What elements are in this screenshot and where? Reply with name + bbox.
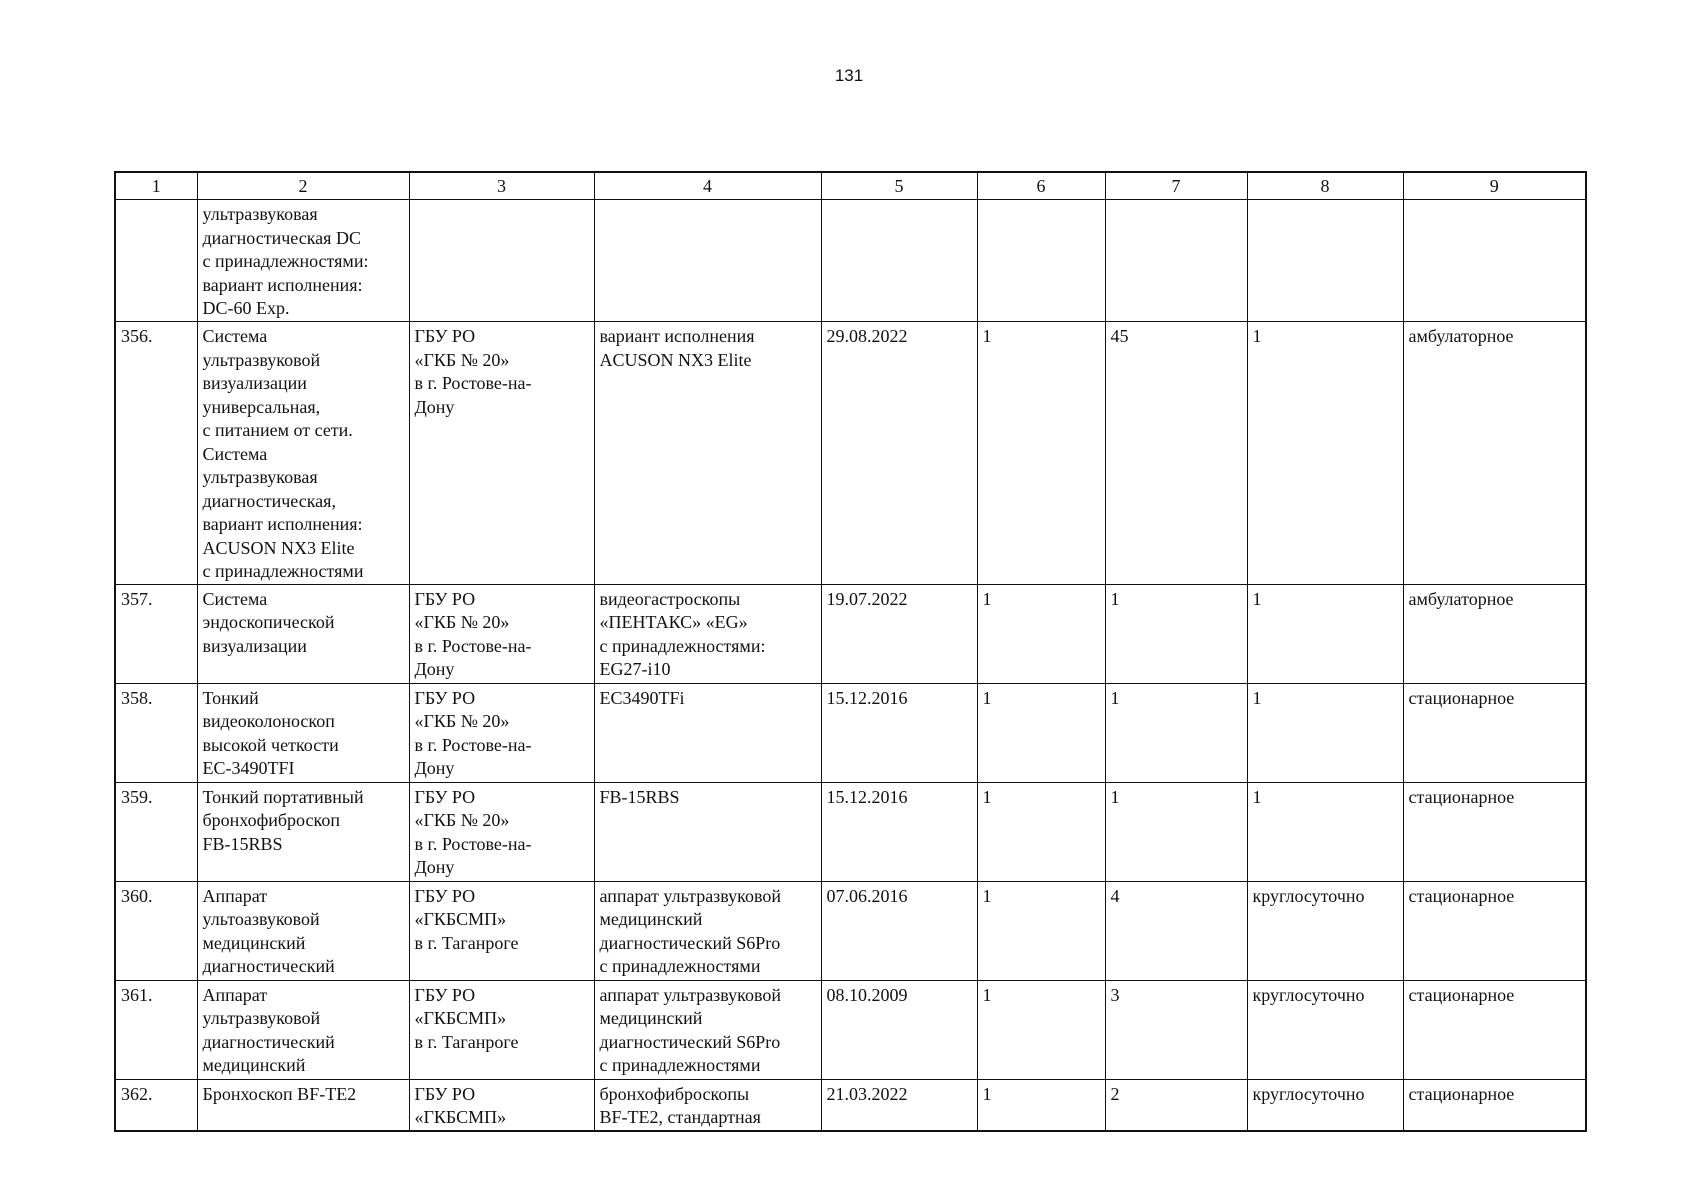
equipment-name: Аппарат ультразвуковой диагностический медицинский xyxy=(197,980,409,1079)
column-header-1: 1 xyxy=(115,172,197,200)
model-variant xyxy=(594,200,821,322)
care-type-cell: стационарное xyxy=(1403,782,1586,881)
equipment-table xyxy=(114,171,1587,1132)
column-6-cell: 1 xyxy=(977,1079,1105,1131)
column-header-8: 8 xyxy=(1247,172,1403,200)
row-number: 359. xyxy=(115,782,197,881)
date-cell xyxy=(821,200,977,322)
column-7-cell: 1 xyxy=(1105,584,1247,683)
care-type-cell: амбулаторное xyxy=(1403,584,1586,683)
equipment-name: Система эндоскопической визуализации xyxy=(197,584,409,683)
column-6-cell: 1 xyxy=(977,980,1105,1079)
column-6-cell: 1 xyxy=(977,322,1105,585)
equipment-name: Тонкий портативный бронхофиброскоп FB-15RBS xyxy=(197,782,409,881)
organization: ГБУ РО «ГКБ № 20» в г. Ростове-на- Дону xyxy=(409,782,594,881)
equipment-name: Система ультразвуковой визуализации универсальная, с питанием от сети. Система ультразвуковая диагностическая, вариант исполнения: ACUSON NX3 Elite с принадлежностями xyxy=(197,322,409,585)
row-number xyxy=(115,200,197,322)
column-header-4: 4 xyxy=(594,172,821,200)
equipment-name: Аппарат ультоазвуковой медицинский диагностический xyxy=(197,881,409,980)
column-7-cell: 2 xyxy=(1105,1079,1247,1131)
column-7-cell: 45 xyxy=(1105,322,1247,585)
row-number: 358. xyxy=(115,683,197,782)
column-6-cell: 1 xyxy=(977,782,1105,881)
column-header-3: 3 xyxy=(409,172,594,200)
table-row xyxy=(115,584,1586,683)
care-type-cell xyxy=(1403,200,1586,322)
page-number: 131 xyxy=(834,66,864,85)
model-variant: EC3490TFi xyxy=(594,683,821,782)
header-row xyxy=(115,172,1586,200)
care-type-cell: стационарное xyxy=(1403,1079,1586,1131)
model-variant: аппарат ультразвуковой медицинский диагностический S6Pro с принадлежностями xyxy=(594,881,821,980)
organization: ГБУ РО «ГКБСМП» в г. Таганроге xyxy=(409,980,594,1079)
table-row xyxy=(115,322,1586,585)
row-number: 362. xyxy=(115,1079,197,1131)
model-variant: вариант исполнения ACUSON NX3 Elite xyxy=(594,322,821,585)
organization: ГБУ РО «ГКБ № 20» в г. Ростове-на- Дону xyxy=(409,584,594,683)
schedule-cell: 1 xyxy=(1247,782,1403,881)
date-cell: 07.06.2016 xyxy=(821,881,977,980)
date-cell: 21.03.2022 xyxy=(821,1079,977,1131)
care-type-cell: стационарное xyxy=(1403,683,1586,782)
row-number: 357. xyxy=(115,584,197,683)
table-row xyxy=(115,200,1586,322)
organization: ГБУ РО «ГКБСМП» в г. Таганроге xyxy=(409,881,594,980)
date-cell: 29.08.2022 xyxy=(821,322,977,585)
column-6-cell xyxy=(977,200,1105,322)
column-header-2: 2 xyxy=(197,172,409,200)
date-cell: 08.10.2009 xyxy=(821,980,977,1079)
care-type-cell: стационарное xyxy=(1403,881,1586,980)
table-row xyxy=(115,881,1586,980)
table-row xyxy=(115,782,1586,881)
row-number: 361. xyxy=(115,980,197,1079)
table-row xyxy=(115,683,1586,782)
model-variant: видеогастроскопы «ПЕНТАКС» «EG» с принадлежностями: EG27-i10 xyxy=(594,584,821,683)
row-number: 356. xyxy=(115,322,197,585)
column-header-5: 5 xyxy=(821,172,977,200)
schedule-cell xyxy=(1247,200,1403,322)
organization: ГБУ РО «ГКБ № 20» в г. Ростове-на- Дону xyxy=(409,322,594,585)
organization xyxy=(409,200,594,322)
equipment-name: ультразвуковая диагностическая DC с принадлежностями: вариант исполнения: DC-60 Exp. xyxy=(197,200,409,322)
organization: ГБУ РО «ГКБСМП» xyxy=(409,1079,594,1131)
model-variant: FB-15RBS xyxy=(594,782,821,881)
schedule-cell: 1 xyxy=(1247,322,1403,585)
care-type-cell: амбулаторное xyxy=(1403,322,1586,585)
column-7-cell: 3 xyxy=(1105,980,1247,1079)
organization: ГБУ РО «ГКБ № 20» в г. Ростове-на- Дону xyxy=(409,683,594,782)
schedule-cell: круглосуточно xyxy=(1247,1079,1403,1131)
column-header-6: 6 xyxy=(977,172,1105,200)
table-row xyxy=(115,1079,1586,1131)
schedule-cell: 1 xyxy=(1247,683,1403,782)
date-cell: 19.07.2022 xyxy=(821,584,977,683)
table-header xyxy=(115,172,1586,200)
date-cell: 15.12.2016 xyxy=(821,683,977,782)
schedule-cell: круглосуточно xyxy=(1247,881,1403,980)
schedule-cell: 1 xyxy=(1247,584,1403,683)
column-6-cell: 1 xyxy=(977,584,1105,683)
schedule-cell: круглосуточно xyxy=(1247,980,1403,1079)
column-7-cell: 1 xyxy=(1105,683,1247,782)
equipment-name: Тонкий видеоколоноскоп высокой четкости EC-3490TFI xyxy=(197,683,409,782)
model-variant: аппарат ультразвуковой медицинский диагностический S6Pro с принадлежностями xyxy=(594,980,821,1079)
column-7-cell: 1 xyxy=(1105,782,1247,881)
column-7-cell: 4 xyxy=(1105,881,1247,980)
row-number: 360. xyxy=(115,881,197,980)
date-cell: 15.12.2016 xyxy=(821,782,977,881)
column-header-7: 7 xyxy=(1105,172,1247,200)
table-row xyxy=(115,980,1586,1079)
column-header-9: 9 xyxy=(1403,172,1586,200)
column-6-cell: 1 xyxy=(977,683,1105,782)
equipment-name: Бронхоскоп BF-TE2 xyxy=(197,1079,409,1131)
column-7-cell xyxy=(1105,200,1247,322)
column-6-cell: 1 xyxy=(977,881,1105,980)
care-type-cell: стационарное xyxy=(1403,980,1586,1079)
table-body xyxy=(115,200,1586,1132)
model-variant: бронхофиброскопы BF-TE2, стандартная xyxy=(594,1079,821,1131)
